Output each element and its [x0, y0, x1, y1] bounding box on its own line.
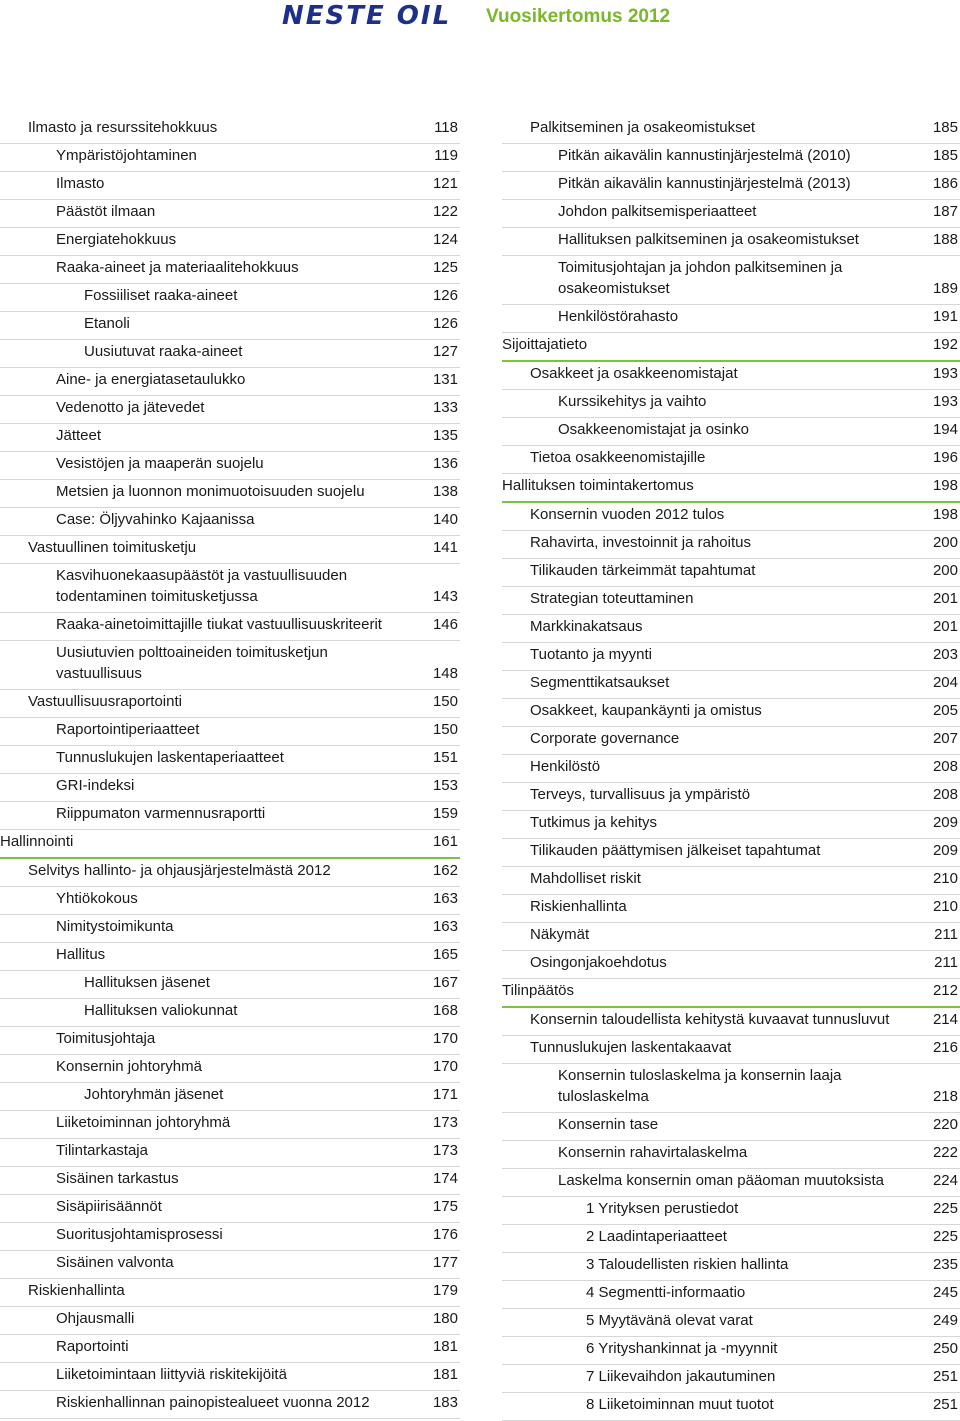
toc-entry[interactable]: [0, 690, 460, 718]
toc-entry-title: 4 Segmentti-informaatio: [586, 1284, 746, 1301]
toc-page-number: 163: [432, 890, 458, 907]
toc-page-number: 170: [432, 1058, 458, 1075]
toc-page-number: 193: [932, 365, 958, 382]
toc-page-number: 183: [432, 1394, 458, 1411]
toc-page-number: 180: [432, 1310, 458, 1327]
toc-entry-title: Uusiutuvien polttoaineiden toimitusketjun vastuullisuus: [56, 644, 328, 682]
toc-entry[interactable]: [0, 256, 460, 284]
toc-entry[interactable]: [0, 915, 460, 943]
toc-page-number: 249: [932, 1312, 958, 1329]
toc-section-heading[interactable]: [502, 474, 960, 503]
toc-entry-title: Terveys, turvallisuus ja ympäristö: [530, 786, 751, 803]
toc-entry[interactable]: [502, 1225, 960, 1253]
toc-entry[interactable]: [0, 564, 460, 613]
toc-entry[interactable]: [0, 1363, 460, 1391]
toc-entry[interactable]: [0, 312, 460, 340]
toc-page-number: 181: [432, 1366, 458, 1383]
toc-entry-title: Corporate governance: [530, 730, 680, 747]
toc-entry-title: Konsernin taloudellista kehitystä kuvaavat tunnusluvut: [530, 1011, 890, 1028]
toc-entry[interactable]: [0, 1167, 460, 1195]
toc-entry[interactable]: [502, 144, 960, 172]
toc-page-number: 176: [432, 1226, 458, 1243]
toc-page-number: 216: [932, 1039, 958, 1056]
toc-entry[interactable]: [0, 1195, 460, 1223]
toc-entry[interactable]: [502, 1197, 960, 1225]
toc-entry-title: Vedenotto ja jätevedet: [56, 399, 205, 416]
toc-entry-title: Sijoittajatieto: [502, 336, 588, 353]
toc-entry[interactable]: [502, 643, 960, 671]
toc-entry-title: Pitkän aikavälin kannustinjärjestelmä (2013): [558, 175, 851, 192]
toc-entry-title: Rahavirta, investoinnit ja rahoitus: [530, 534, 751, 551]
toc-page-number: 210: [932, 870, 958, 887]
toc-entry[interactable]: [0, 424, 460, 452]
toc-page-number: 192: [932, 336, 958, 353]
toc-right-column: [502, 116, 960, 1421]
toc-entry[interactable]: [502, 755, 960, 783]
toc-entry[interactable]: [502, 1365, 960, 1393]
toc-entry-title: Konsernin tase: [558, 1116, 659, 1133]
toc-page-number: 211: [934, 926, 958, 943]
document-title: Vuosikertomus 2012: [486, 6, 671, 27]
toc-entry[interactable]: [502, 923, 960, 951]
toc-entry[interactable]: [0, 613, 460, 641]
toc-entry[interactable]: [502, 116, 960, 144]
toc-entry-title: Tietoa osakkeenomistajille: [530, 449, 706, 466]
toc-page-number: 181: [432, 1338, 458, 1355]
toc-page-number: 200: [932, 534, 958, 551]
toc-entry[interactable]: [502, 1064, 960, 1113]
toc-entry-title: Hallituksen valiokunnat: [84, 1002, 238, 1019]
toc-entry-title: Ympäristöjohtaminen: [56, 147, 197, 164]
toc-entry-title: Energiatehokkuus: [56, 231, 177, 248]
toc-entry-title: Liiketoimintaan liittyviä riskitekijöitä: [56, 1366, 287, 1383]
toc-page-number: 201: [932, 618, 958, 635]
toc-entry[interactable]: [502, 811, 960, 839]
toc-entry-title: 7 Liikevaihdon jakautuminen: [586, 1368, 776, 1385]
toc-page-number: 212: [932, 982, 958, 999]
toc-entry-title: Osakkeet ja osakkeenomistajat: [530, 365, 738, 382]
toc-entry-title: Toimitusjohtaja: [56, 1030, 156, 1047]
toc-entry[interactable]: [502, 699, 960, 727]
toc-entry[interactable]: [0, 116, 460, 144]
toc-entry-title: Raaka-aineet ja materiaalitehokkuus: [56, 259, 299, 276]
toc-entry[interactable]: [502, 256, 960, 305]
toc-entry[interactable]: [0, 228, 460, 256]
toc-entry-title: Tilintarkastaja: [56, 1142, 148, 1159]
toc-page-number: 143: [432, 588, 458, 605]
toc-page-number: 173: [432, 1114, 458, 1131]
toc-page-number: 209: [932, 814, 958, 831]
toc-page-number: 251: [932, 1396, 958, 1413]
toc-entry-title: Tilikauden päättymisen jälkeiset tapahtumat: [530, 842, 821, 859]
toc-page-number: 196: [932, 449, 958, 466]
toc-entry[interactable]: [0, 1055, 460, 1083]
toc-entry-title: Johtoryhmän jäsenet: [84, 1086, 224, 1103]
toc-entry[interactable]: [0, 508, 460, 536]
toc-entry-title: Sisäpiirisäännöt: [56, 1198, 162, 1215]
page-header: [0, 0, 960, 40]
toc-entry-title: Vesistöjen ja maaperän suojelu: [56, 455, 264, 472]
toc-entry[interactable]: [0, 641, 460, 690]
toc-page-number: 224: [932, 1172, 958, 1189]
toc-entry[interactable]: [0, 1223, 460, 1251]
toc-entry-title: Tunnuslukujen laskentakaavat: [530, 1039, 732, 1056]
toc-entry[interactable]: [502, 783, 960, 811]
toc-entry-title: Osakkeenomistajat ja osinko: [558, 421, 749, 438]
toc-entry-title: Henkilöstörahasto: [558, 308, 679, 325]
toc-page-number: 210: [932, 898, 958, 915]
toc-page-number: 200: [932, 562, 958, 579]
toc-page-number: 220: [932, 1116, 958, 1133]
toc-entry-title: 8 Liiketoiminnan muut tuotot: [586, 1396, 774, 1413]
toc-page-number: 121: [432, 175, 458, 192]
toc-entry[interactable]: [502, 362, 960, 390]
toc-entry[interactable]: [502, 1253, 960, 1281]
toc-entry[interactable]: [0, 1251, 460, 1279]
toc-entry-title: Palkitseminen ja osakeomistukset: [530, 119, 756, 136]
toc-entry-title: Hallituksen toimintakertomus: [502, 477, 694, 494]
toc-entry-title: Nimitystoimikunta: [56, 918, 174, 935]
toc-page-number: 189: [932, 280, 958, 297]
toc-entry-title: Raaka-ainetoimittajille tiukat vastuullisuuskriteerit: [56, 616, 382, 633]
toc-page-number: 205: [932, 702, 958, 719]
toc-entry[interactable]: [502, 1393, 960, 1421]
toc-entry[interactable]: [0, 746, 460, 774]
toc-page-number: 131: [432, 371, 458, 388]
toc-entry-title: 3 Taloudellisten riskien hallinta: [586, 1256, 789, 1273]
toc-page-number: 135: [432, 427, 458, 444]
toc-entry[interactable]: [0, 1111, 460, 1139]
toc-left-column: [0, 116, 460, 1419]
toc-page-number: 225: [932, 1200, 958, 1217]
toc-entry-title: Sisäinen valvonta: [56, 1254, 174, 1271]
toc-entry-title: Riskienhallinnan painopistealueet vuonna 2012: [56, 1394, 370, 1411]
toc-page-number: 141: [432, 539, 458, 556]
toc-entry[interactable]: [502, 228, 960, 256]
toc-page-number: 203: [932, 646, 958, 663]
toc-entry-title: Hallitus: [56, 946, 106, 963]
toc-entry[interactable]: [502, 200, 960, 228]
toc-entry[interactable]: [502, 390, 960, 418]
toc-page-number: 126: [432, 315, 458, 332]
toc-entry-title: Case: Öljyvahinko Kajaanissa: [56, 511, 255, 528]
toc-entry-title: Tilinpäätös: [502, 982, 574, 999]
toc-page-number: 171: [432, 1086, 458, 1103]
toc-entry[interactable]: [0, 1083, 460, 1111]
toc-page-number: 165: [432, 946, 458, 963]
toc-page-number: 125: [432, 259, 458, 276]
toc-entry[interactable]: [502, 895, 960, 923]
toc-page-number: 194: [932, 421, 958, 438]
toc-page-number: 209: [932, 842, 958, 859]
toc-entry[interactable]: [502, 531, 960, 559]
toc-entry[interactable]: [0, 284, 460, 312]
toc-entry[interactable]: [0, 718, 460, 746]
toc-entry-title: Johdon palkitsemisperiaatteet: [558, 203, 757, 220]
toc-entry[interactable]: [502, 951, 960, 979]
toc-page-number: 179: [432, 1282, 458, 1299]
toc-page-number: 162: [432, 862, 458, 879]
toc-entry-title: Näkymät: [530, 926, 590, 943]
toc-page-number: 222: [932, 1144, 958, 1161]
toc-page-number: 208: [932, 786, 958, 803]
toc-entry-title: Ohjausmalli: [56, 1310, 135, 1327]
toc-entry[interactable]: [502, 1008, 960, 1036]
toc-entry[interactable]: [0, 340, 460, 368]
toc-entry-title: Liiketoiminnan johtoryhmä: [56, 1114, 231, 1131]
toc-entry-title: 1 Yrityksen perustiedot: [586, 1200, 739, 1217]
toc-entry-title: Riippumaton varmennusraportti: [56, 805, 266, 822]
toc-entry-title: Osingonjakoehdotus: [530, 954, 667, 971]
toc-page-number: 201: [932, 590, 958, 607]
toc-entry[interactable]: [502, 418, 960, 446]
toc-entry[interactable]: [0, 368, 460, 396]
toc-page-number: 163: [432, 918, 458, 935]
toc-page-number: 173: [432, 1142, 458, 1159]
toc-entry[interactable]: [0, 802, 460, 830]
toc-page-number: 191: [932, 308, 958, 325]
toc-entry-title: Osakkeet, kaupankäynti ja omistus: [530, 702, 762, 719]
toc-entry[interactable]: [502, 305, 960, 333]
toc-section-heading[interactable]: [502, 979, 960, 1008]
toc-page-number: 140: [432, 511, 458, 528]
toc-page-number: 170: [432, 1030, 458, 1047]
toc-entry-title: Sisäinen tarkastus: [56, 1170, 179, 1187]
toc-entry-title: Konsernin tuloslaskelma ja konsernin laaja tuloslaskelma: [558, 1067, 842, 1105]
toc-entry-title: Vastuullisuusraportointi: [28, 693, 182, 710]
toc-entry[interactable]: [502, 867, 960, 895]
toc-entry-title: Fossiiliset raaka-aineet: [84, 287, 238, 304]
neste-oil-logo: NESTE OIL: [282, 1, 452, 31]
toc-entry[interactable]: [0, 774, 460, 802]
toc-page-number: 161: [432, 833, 458, 850]
toc-entry-title: Selvitys hallinto- ja ohjausjärjestelmästä 2012: [28, 862, 331, 879]
toc-entry-title: Kurssikehitys ja vaihto: [558, 393, 707, 410]
toc-page-number: 235: [932, 1256, 958, 1273]
toc-entry-title: Raportointi: [56, 1338, 129, 1355]
toc-entry[interactable]: [502, 1337, 960, 1365]
toc-entry-title: Toimitusjohtajan ja johdon palkitseminen ja osakeomistukset: [558, 259, 843, 297]
toc-entry[interactable]: [502, 1309, 960, 1337]
toc-entry[interactable]: [502, 839, 960, 867]
toc-page-number: 175: [432, 1198, 458, 1215]
toc-entry-title: 2 Laadintaperiaatteet: [586, 1228, 727, 1245]
toc-entry-title: Markkinakatsaus: [530, 618, 643, 635]
toc-entry[interactable]: [0, 887, 460, 915]
toc-entry[interactable]: [502, 587, 960, 615]
toc-entry-title: Etanoli: [84, 315, 130, 332]
toc-entry-title: Henkilöstö: [530, 758, 601, 775]
toc-entry[interactable]: [502, 615, 960, 643]
toc-page-number: 214: [932, 1011, 958, 1028]
toc-entry[interactable]: [502, 172, 960, 200]
toc-entry[interactable]: [0, 452, 460, 480]
toc-entry[interactable]: [0, 999, 460, 1027]
toc-page-number: 122: [432, 203, 458, 220]
toc-entry-title: Strategian toteuttaminen: [530, 590, 694, 607]
toc-page-number: 193: [932, 393, 958, 410]
toc-page-number: 211: [934, 954, 958, 971]
toc-page-number: 177: [432, 1254, 458, 1271]
toc-page-number: 151: [432, 749, 458, 766]
toc-page-number: 133: [432, 399, 458, 416]
toc-entry[interactable]: [0, 1027, 460, 1055]
toc-entry-title: Jätteet: [56, 427, 102, 444]
toc-entry-title: Päästöt ilmaan: [56, 203, 156, 220]
toc-page-number: 150: [432, 693, 458, 710]
toc-entry[interactable]: [0, 396, 460, 424]
toc-entry-title: Ilmasto: [56, 175, 105, 192]
toc-page-number: 136: [432, 455, 458, 472]
toc-page-number: 187: [932, 203, 958, 220]
toc-entry-title: Konsernin vuoden 2012 tulos: [530, 506, 725, 523]
toc-page-number: 185: [932, 147, 958, 164]
toc-entry[interactable]: [0, 971, 460, 999]
toc-page-number: 218: [932, 1088, 958, 1105]
toc-page-number: 148: [432, 665, 458, 682]
toc-entry[interactable]: [0, 1391, 460, 1419]
toc-entry-title: Tutkimus ja kehitys: [530, 814, 657, 831]
toc-entry-title: Vastuullinen toimitusketju: [28, 539, 197, 556]
toc-page-number: 146: [432, 616, 458, 633]
toc-entry[interactable]: [0, 1139, 460, 1167]
toc-entry-title: Tuotanto ja myynti: [530, 646, 652, 663]
toc-entry-title: Hallituksen jäsenet: [84, 974, 210, 991]
toc-entry[interactable]: [502, 1141, 960, 1169]
toc-entry-title: Konsernin johtoryhmä: [56, 1058, 202, 1075]
toc-entry[interactable]: [502, 671, 960, 699]
toc-page-number: 159: [432, 805, 458, 822]
toc-entry-title: Hallituksen palkitseminen ja osakeomistukset: [558, 231, 859, 248]
toc-entry[interactable]: [0, 200, 460, 228]
toc-page-number: 245: [932, 1284, 958, 1301]
toc-entry-title: GRI-indeksi: [56, 777, 135, 794]
toc-entry[interactable]: [0, 144, 460, 172]
toc-page-number: 138: [432, 483, 458, 500]
toc-page-number: 119: [434, 147, 458, 164]
toc-entry-title: Laskelma konsernin oman pääoman muutoksista: [558, 1172, 885, 1189]
toc-page-number: 174: [432, 1170, 458, 1187]
toc-section-heading[interactable]: [0, 830, 460, 859]
toc-entry[interactable]: [0, 859, 460, 887]
toc-page-number: 198: [932, 477, 958, 494]
toc-page-number: 251: [932, 1368, 958, 1385]
toc-entry-title: Ilmasto ja resurssitehokkuus: [28, 119, 218, 136]
toc-entry-title: Suoritusjohtamisprosessi: [56, 1226, 223, 1243]
toc-entry-title: Segmenttikatsaukset: [530, 674, 670, 691]
toc-page-number: 225: [932, 1228, 958, 1245]
toc-entry[interactable]: [502, 1169, 960, 1197]
toc-entry-title: Raportointiperiaatteet: [56, 721, 200, 738]
toc-entry[interactable]: [0, 943, 460, 971]
toc-page-number: 188: [932, 231, 958, 248]
toc-entry[interactable]: [0, 480, 460, 508]
toc-entry-title: Konsernin rahavirtalaskelma: [558, 1144, 748, 1161]
toc-entry-title: Mahdolliset riskit: [530, 870, 641, 887]
toc-entry-title: Metsien ja luonnon monimuotoisuuden suojelu: [56, 483, 365, 500]
toc-page-number: 250: [932, 1340, 958, 1357]
toc-page-number: 167: [432, 974, 458, 991]
toc-page-number: 185: [932, 119, 958, 136]
toc-page-number: 150: [432, 721, 458, 738]
toc-entry-title: Tilikauden tärkeimmät tapahtumat: [530, 562, 756, 579]
toc-entry[interactable]: [0, 1335, 460, 1363]
toc-entry-title: Tunnuslukujen laskentaperiaatteet: [56, 749, 284, 766]
toc-entry[interactable]: [502, 503, 960, 531]
toc-entry-title: Uusiutuvat raaka-aineet: [84, 343, 243, 360]
toc-page-number: 124: [432, 231, 458, 248]
toc-entry[interactable]: [502, 1113, 960, 1141]
toc-page-number: 198: [932, 506, 958, 523]
toc-page-number: 208: [932, 758, 958, 775]
toc-page-number: 204: [932, 674, 958, 691]
toc-entry[interactable]: [0, 172, 460, 200]
toc-entry-title: Kasvihuonekaasupäästöt ja vastuullisuuden todentaminen toimitusketjussa: [56, 567, 348, 605]
toc-entry[interactable]: [502, 559, 960, 587]
toc-page-number: 168: [432, 1002, 458, 1019]
toc-entry-title: Aine- ja energiatasetaulukko: [56, 371, 246, 388]
toc-entry-title: 6 Yrityshankinnat ja -myynnit: [586, 1340, 778, 1357]
toc-page-number: 127: [432, 343, 458, 360]
toc-entry[interactable]: [502, 727, 960, 755]
toc-entry-title: Riskienhallinta: [28, 1282, 125, 1299]
toc-entry-title: Hallinnointi: [0, 833, 74, 850]
toc-entry[interactable]: [502, 1036, 960, 1064]
toc-entry-title: Yhtiökokous: [56, 890, 138, 907]
toc-entry[interactable]: [0, 1307, 460, 1335]
toc-entry-title: 5 Myytävänä olevat varat: [586, 1312, 753, 1329]
toc-page-number: 186: [932, 175, 958, 192]
toc-entry[interactable]: [502, 1281, 960, 1309]
toc-entry[interactable]: [0, 536, 460, 564]
toc-section-heading[interactable]: [502, 333, 960, 362]
toc-page-number: 153: [432, 777, 458, 794]
toc-entry[interactable]: [502, 446, 960, 474]
toc-entry-title: Pitkän aikavälin kannustinjärjestelmä (2010): [558, 147, 851, 164]
toc-entry-title: Riskienhallinta: [530, 898, 627, 915]
toc-page-number: 118: [434, 119, 458, 136]
toc-page-number: 126: [432, 287, 458, 304]
toc-page-number: 207: [932, 730, 958, 747]
toc-entry[interactable]: [0, 1279, 460, 1307]
